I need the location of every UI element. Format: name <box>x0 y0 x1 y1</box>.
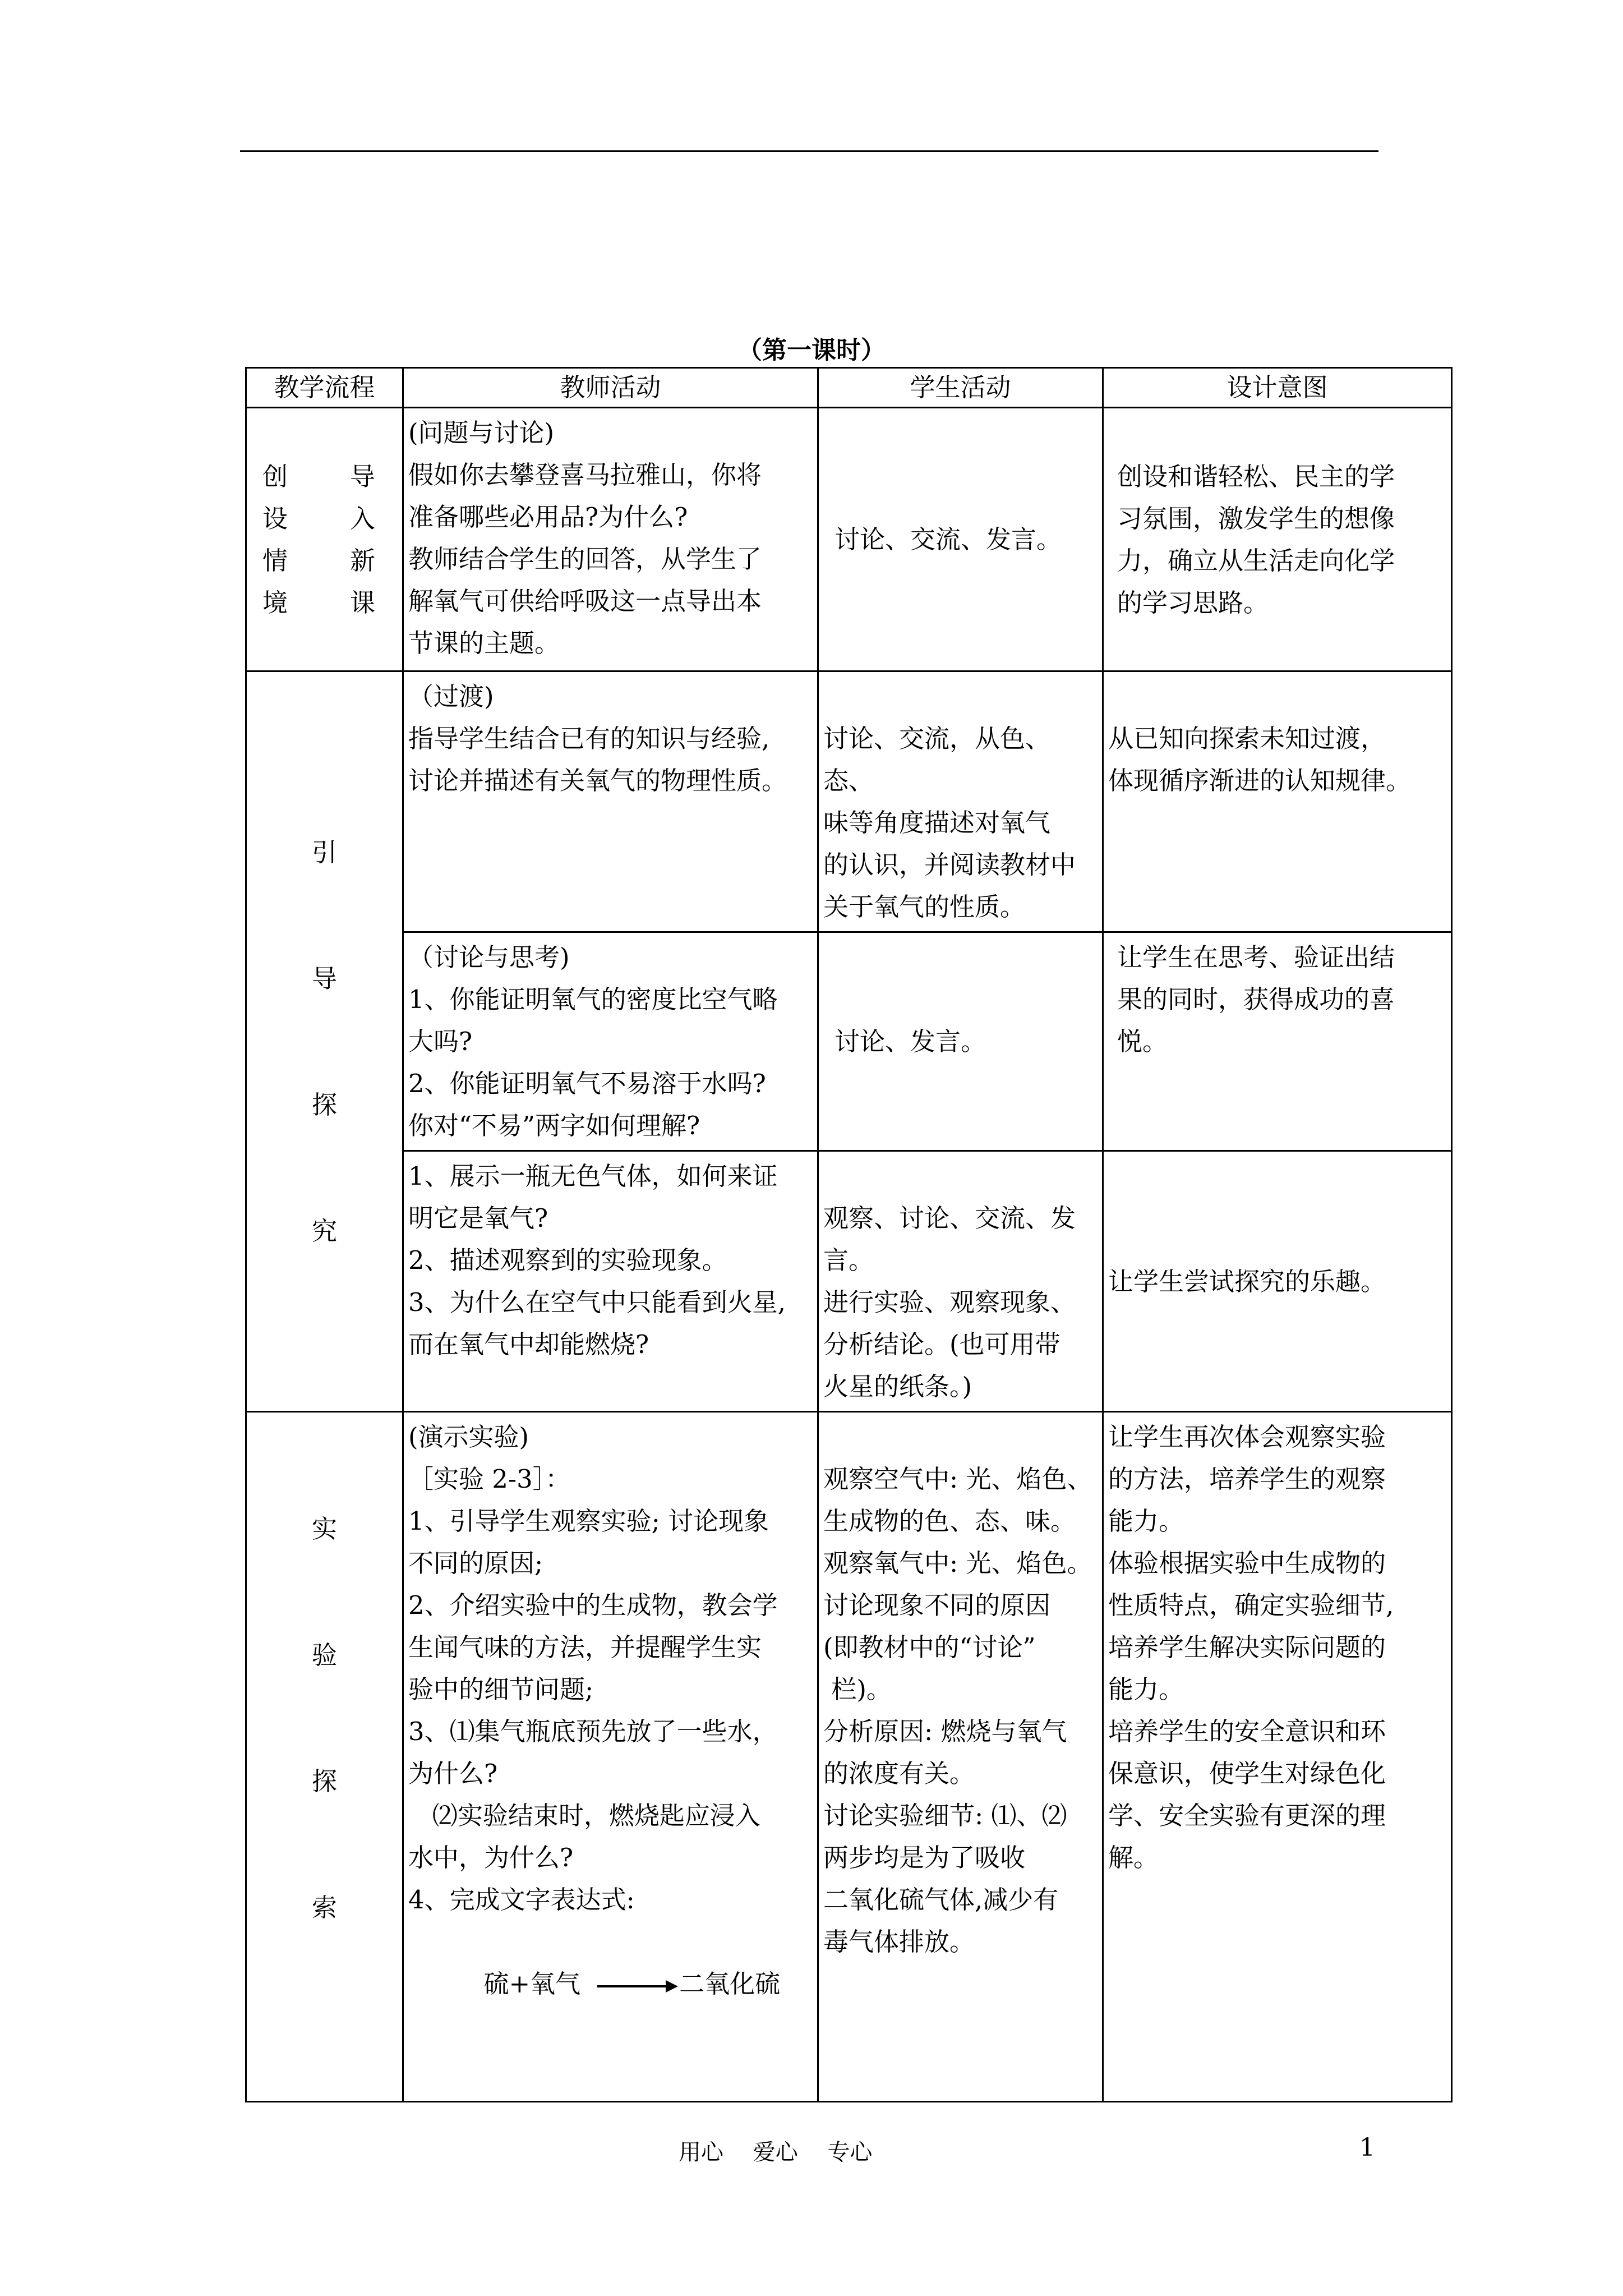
text-line: 2、你能证明氧气不易溶于水吗? <box>408 1069 766 1098</box>
flow-char: 探 <box>311 1766 337 1796</box>
text-line: 解氧气可供给呼吸这一点导出本 <box>408 586 762 616</box>
text-line: 讨论现象不同的原因 <box>823 1590 1051 1620</box>
equation-product: 二氧化硫 <box>679 1969 781 1999</box>
text-line: 观察氧气中: 光、焰色。 <box>823 1548 1092 1578</box>
text-line: 创设和谐轻松、民主的学 <box>1117 461 1395 491</box>
teacher-cell-transition <box>403 671 818 932</box>
text-line: 性质特点，确定实验细节, <box>1108 1590 1394 1620</box>
flow-char: 验 <box>311 1640 337 1670</box>
text-line: 2、介绍实验中的生成物，教会学 <box>408 1590 778 1620</box>
text-line: 观察、讨论、交流、发 <box>823 1203 1076 1233</box>
col-header-student: 学生活动 <box>818 368 1103 408</box>
flow-char: 入 <box>349 503 375 533</box>
text-line: （讨论与思考) <box>408 942 570 972</box>
text-line: 水中，为什么? <box>408 1843 574 1872</box>
text-line: (演示实验) <box>408 1422 529 1452</box>
text-line: 生成物的色、态、味。 <box>823 1506 1076 1536</box>
lesson-plan-table <box>245 367 1453 2102</box>
col-header-teacher: 教师活动 <box>403 368 818 408</box>
flow-cell-intro <box>246 408 403 671</box>
text-line: 的方法，培养学生的观察 <box>1108 1464 1386 1494</box>
text-line: 指导学生结合已有的知识与经验, <box>408 724 770 753</box>
text-line: 的浓度有关。 <box>823 1759 975 1788</box>
text-line: 的学习思路。 <box>1117 587 1269 618</box>
text-line: 观察空气中: 光、焰色、 <box>823 1464 1092 1494</box>
text-line: 进行实验、观察现象、 <box>823 1287 1076 1317</box>
text-line: 言。 <box>823 1245 874 1275</box>
text-line: 讨论、交流、发言。 <box>834 524 1062 554</box>
text-line: 不同的原因; <box>408 1548 543 1578</box>
text-line: 验中的细节问题; <box>408 1674 594 1704</box>
text-line: 毒气体排放。 <box>823 1927 975 1957</box>
flow-cell-experiment <box>246 1412 403 2102</box>
text-line: 悦。 <box>1117 1027 1168 1056</box>
text-line: 让学生再次体会观察实验 <box>1108 1422 1386 1452</box>
flow-char: 新 <box>349 545 375 576</box>
text-line: 让学生在思考、验证出结 <box>1117 942 1395 972</box>
text-line: 1、引导学生观察实验; 讨论现象 <box>408 1506 769 1536</box>
teacher-cell-identify <box>403 1151 818 1412</box>
student-cell-transition <box>818 671 1103 932</box>
text-line: 栏)。 <box>823 1674 892 1704</box>
flow-char: 课 <box>349 587 375 618</box>
flow-char: 究 <box>311 1216 337 1246</box>
flow-char: 导 <box>311 963 337 993</box>
flow-char: 索 <box>311 1893 337 1922</box>
student-cell-experiment <box>818 1412 1103 2102</box>
text-line: 教师结合学生的回答，从学生了 <box>408 544 762 574</box>
text-line: 明它是氧气? <box>408 1203 548 1233</box>
flow-pair <box>251 455 398 498</box>
teacher-cell-experiment <box>403 1412 818 2102</box>
text-line: 讨论、交流，从色、态、 <box>823 724 1051 795</box>
text-line: 讨论、发言。 <box>834 1027 986 1056</box>
word-equation <box>408 1921 813 2047</box>
text-line: 培养学生解决实际问题的 <box>1108 1632 1386 1662</box>
student-cell-intro <box>818 408 1103 671</box>
text-line: 体验根据实验中生成物的 <box>1108 1548 1386 1578</box>
flow-char: 创 <box>262 461 288 491</box>
intent-cell-intro <box>1103 408 1452 671</box>
flow-char: 境 <box>262 587 288 618</box>
flow-pair <box>251 498 398 540</box>
text-line: 让学生尝试探究的乐趣。 <box>1108 1266 1386 1296</box>
text-line: 假如你去攀登喜马拉雅山，你将 <box>408 460 762 490</box>
text-line: ［实验 2-3］： <box>408 1464 571 1494</box>
text-line: 两步均是为了吸收 <box>823 1843 1026 1872</box>
flow-char: 导 <box>349 461 375 491</box>
text-line: 讨论并描述有关氧气的物理性质。 <box>408 766 787 795</box>
equation-reactants: 硫+氧气 <box>483 1969 581 1999</box>
text-line: 习氛围，激发学生的想像 <box>1117 503 1395 533</box>
text-line: 为什么? <box>408 1759 498 1788</box>
student-cell-discussion <box>818 932 1103 1151</box>
header-rule <box>240 150 1378 152</box>
text-line: 能力。 <box>1108 1674 1184 1704</box>
table-row-transition <box>246 671 1452 932</box>
text-line: 生闻气味的方法，并提醒学生实 <box>408 1632 762 1662</box>
flow-char: 情 <box>262 545 288 576</box>
text-line: 能力。 <box>1108 1506 1184 1536</box>
text-line: 分析结论。(也可用带 <box>823 1329 1061 1359</box>
arrow-icon <box>597 1985 676 1987</box>
col-header-flow: 教学流程 <box>246 368 403 408</box>
text-line: 关于氧气的性质。 <box>823 892 1026 922</box>
footer-word: 专心 <box>827 2139 873 2165</box>
flow-char: 引 <box>311 837 337 867</box>
text-line: (即教材中的“讨论” <box>823 1632 1036 1662</box>
text-line: （过渡) <box>408 682 494 711</box>
intent-cell-experiment <box>1103 1412 1452 2102</box>
text-line: 你对“不易”两字如何理解? <box>408 1111 700 1140</box>
text-line: 保意识，使学生对绿色化 <box>1108 1759 1386 1788</box>
intent-cell-identify <box>1103 1151 1452 1412</box>
session-title: （第一课时） <box>737 336 886 365</box>
text-line: 味等角度描述对氧气 <box>823 808 1051 838</box>
text-line: 讨论实验细节: ⑴、⑵ <box>823 1801 1067 1830</box>
table-row-intro <box>246 408 1452 671</box>
text-line: 准备哪些必用品?为什么? <box>408 502 688 532</box>
text-line: 1、你能证明氧气的密度比空气略 <box>408 984 778 1014</box>
text-line: 学、安全实验有更深的理 <box>1108 1801 1386 1830</box>
text-line: 2、描述观察到的实验现象。 <box>408 1245 727 1275</box>
flow-pair <box>251 582 398 624</box>
table-row-discussion <box>246 932 1452 1151</box>
text-line: 而在氧气中却能燃烧? <box>408 1329 649 1359</box>
intent-cell-transition <box>1103 671 1452 932</box>
text-line: 二氧化硫气体,减少有 <box>823 1885 1059 1915</box>
page-number: 1 <box>1359 2133 1375 2162</box>
text-line: 大吗? <box>408 1027 473 1056</box>
flow-char: 设 <box>262 503 288 533</box>
table-row-experiment <box>246 1412 1452 2102</box>
footer-word: 用心 <box>679 2139 723 2165</box>
text-line: 火星的纸条。) <box>823 1372 972 1401</box>
col-header-intent: 设计意图 <box>1103 368 1452 408</box>
text-line: 4、完成文字表达式: <box>408 1885 635 1915</box>
footer-motto <box>679 2134 895 2166</box>
text-line: 培养学生的安全意识和环 <box>1108 1717 1386 1746</box>
student-cell-identify <box>818 1151 1103 1412</box>
text-line: 力，确立从生活走向化学 <box>1117 545 1395 576</box>
intent-cell-discussion <box>1103 932 1452 1151</box>
text-line: 解。 <box>1108 1843 1159 1872</box>
text-line: 3、为什么在空气中只能看到火星, <box>408 1287 786 1317</box>
text-line: 的认识，并阅读教材中 <box>823 850 1076 880</box>
flow-pair <box>251 540 398 582</box>
table-header-row <box>246 368 1452 408</box>
text-line: (问题与讨论) <box>408 418 555 448</box>
teacher-cell-discussion <box>403 932 818 1151</box>
flow-cell-guide <box>246 671 403 1412</box>
text-line: 3、⑴集气瓶底预先放了一些水， <box>408 1717 778 1746</box>
table-row-identify <box>246 1151 1452 1412</box>
text-line: 分析原因: 燃烧与氧气 <box>823 1717 1067 1746</box>
teacher-cell-intro <box>403 408 818 671</box>
text-line: 体现循序渐进的认知规律。 <box>1108 766 1412 795</box>
text-line: 1、展示一瓶无色气体，如何来证 <box>408 1161 778 1191</box>
text-line: 果的同时，获得成功的喜 <box>1117 984 1395 1014</box>
text-line: ⑵实验结束时，燃烧匙应浸入 <box>408 1801 760 1830</box>
flow-char: 实 <box>311 1514 337 1544</box>
text-line: 从已知向探索未知过渡， <box>1108 724 1386 753</box>
flow-char: 探 <box>311 1089 337 1120</box>
text-line: 节课的主题。 <box>408 628 560 658</box>
footer-word: 爱心 <box>753 2139 798 2165</box>
